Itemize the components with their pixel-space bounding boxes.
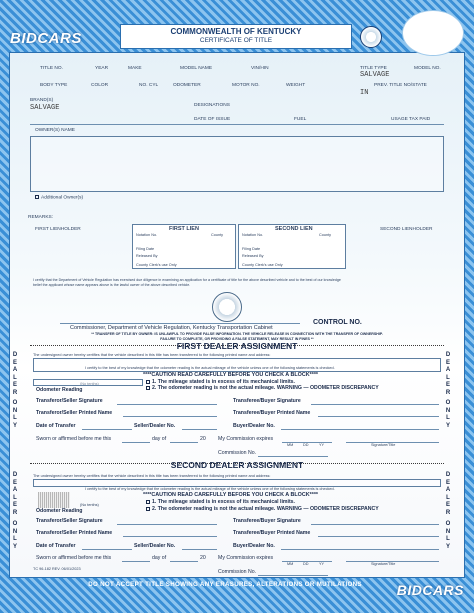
brand-logo-bottom: BIDCARS (396, 582, 464, 598)
first-buyer-signature-label: Transferee/Buyer Signature (233, 398, 301, 404)
first-no-tenths: (No tenths) (80, 382, 99, 386)
footer-warning: DO NOT ACCEPT TITLE SHOWING ANY ERASURES, ALTERATIONS OR MUTILATIONS (88, 581, 362, 588)
weight-label: WEIGHT (286, 83, 306, 88)
year-label: YEAR (95, 66, 109, 71)
first-commission-no-label: Commission No. (218, 450, 257, 456)
second-day-of-label: day of (152, 555, 167, 561)
first-seller-name-label: Transferor/Seller Printed Name (36, 410, 113, 416)
first-buyer-dealer-line[interactable] (281, 429, 439, 430)
second-filing-date-label: Filing Date (242, 247, 261, 251)
owners-name-box (30, 136, 444, 192)
first-option-1-checkbox[interactable] (146, 380, 150, 384)
no-cyl-label: NO. CYL (139, 83, 159, 88)
first-caution: ****CAUTION READ CAREFULLY BEFORE YOU CHECK A BLOCK**** (143, 372, 319, 378)
second-dd-label: DD (303, 562, 309, 566)
second-only-side-left: O N L Y (12, 521, 18, 550)
second-option-2-checkbox[interactable] (146, 507, 150, 511)
first-signature-title-label: Signature/Title (371, 443, 396, 447)
color-label: COLOR (91, 83, 109, 88)
second-buyer-dealer-line[interactable] (281, 549, 439, 550)
motor-no-label: MOTOR NO. (232, 83, 260, 88)
first-commission-no-line[interactable] (258, 456, 328, 457)
first-intro-text: The undersigned owner hereby certifies that the vehicle described in this title has been transferred to the following printed name and address: (33, 353, 271, 357)
second-buyer-address-box[interactable] (33, 479, 441, 487)
second-lien-box (238, 224, 346, 269)
model-no-label: MODEL NO. (414, 66, 441, 71)
second-seller-dealer-label: Seller/Dealer No. (134, 543, 176, 549)
first-seller-signature-line[interactable] (117, 404, 217, 405)
first-sworn-label: Sworn or affirmed before me this (36, 436, 112, 442)
department-seal-icon (212, 292, 242, 322)
first-date-transfer-label: Date of Transfer (36, 423, 76, 429)
second-buyer-name-label: Transferee/Buyer Printed Name (233, 530, 311, 536)
first-county-label: County (211, 233, 224, 237)
second-dealer-side-left: D E A L E R (12, 472, 18, 516)
date-of-issue-label: DATE OF ISSUE (194, 117, 231, 122)
first-option-1: 1. The mileage stated is in excess of its mechanical limits. (146, 379, 295, 385)
first-only-side-right: O N L Y (445, 400, 451, 429)
usage-tax-label: USAGE TAX PAID (391, 117, 431, 122)
first-buyer-dealer-label: Buyer/Dealer No. (233, 423, 275, 429)
second-buyer-signature-label: Transferee/Buyer Signature (233, 518, 301, 524)
remarks-label: REMARKS: (28, 215, 54, 220)
first-sworn-month-line[interactable] (170, 442, 198, 443)
second-dealer-side-right: D E A L E R (445, 472, 451, 516)
owners-name-label: OWNER(S) NAME (35, 128, 75, 133)
first-dealer-heading: FIRST DEALER ASSIGNMENT (176, 341, 298, 351)
first-dealer-side-right: D E A L E R (445, 352, 451, 396)
first-dealer-side-left: D E A L E R (12, 352, 18, 396)
second-option-2: 2. The odometer reading is not the actual mileage. WARNING — ODOMETER DISCREPANCY (146, 506, 379, 512)
additional-owners-label: Additional Owner(s) (35, 195, 83, 200)
title-type-value: SALVAGE (360, 71, 390, 79)
first-day-of-label: day of (152, 436, 167, 442)
make-label: MAKE (128, 66, 142, 71)
commissioner-title: Commissioner, Department of Vehicle Regulation, Kentucky Transportation Cabinet (70, 325, 273, 331)
second-seller-signature-label: Transferor/Seller Signature (36, 518, 103, 524)
second-odometer-reading-label: Odometer Reading (36, 508, 83, 514)
second-county-label: County (319, 233, 332, 237)
first-lienholder-label: FIRST LIENHOLDER (35, 227, 81, 232)
first-notation-label: Notation No. (136, 233, 158, 237)
body-type-label: BODY TYPE (40, 83, 68, 88)
fuel-label: FUEL (294, 117, 307, 122)
second-yy-label: YY (319, 562, 325, 566)
second-commission-no-line[interactable] (258, 575, 328, 576)
first-buyer-signature-line[interactable] (311, 404, 439, 405)
second-buyer-name-line[interactable] (318, 536, 439, 537)
second-lien-title: SECOND LIEN (275, 226, 313, 232)
second-released-by-label: Released By (242, 254, 264, 258)
vin-label: VIN/HIN (251, 66, 269, 71)
second-option-1: 1. The mileage stated is in excess of its mechanical limits. (146, 499, 295, 505)
first-option-2-checkbox[interactable] (146, 386, 150, 390)
first-seller-signature-label: Transferor/Seller Signature (36, 398, 103, 404)
commissioner-signature-line (60, 323, 300, 324)
second-mm-label: MM (287, 562, 294, 566)
brands-label: BRAND(S) (30, 98, 54, 103)
second-seller-signature-line[interactable] (117, 524, 217, 525)
first-dd-label: DD (303, 443, 309, 447)
additional-owners-checkbox[interactable] (35, 195, 39, 199)
model-name-label: MODEL NAME (180, 66, 213, 71)
designations-label: DESIGNATIONS (194, 103, 230, 108)
second-clerk-label: County Clerk's use Only (242, 263, 283, 267)
divider-line (30, 124, 444, 125)
prev-title-label: PREV. TITLE NO/STATE (374, 83, 427, 88)
second-signature-title-label: Signature/Title (371, 562, 396, 566)
prev-title-value: IN (360, 89, 369, 97)
certification-text: I certify that the Department of Vehicle Regulation has exercised due diligence in examining an application for a certificate of title for the above described vehicle and to the best of our knowledge (33, 278, 341, 282)
watermark-oval (402, 10, 464, 56)
second-sworn-label: Sworn or affirmed before me this (36, 555, 112, 561)
first-mm-label: MM (287, 443, 294, 447)
first-odometer-reading-label: Odometer Reading (36, 387, 83, 393)
second-date-transfer-label: Date of Transfer (36, 543, 76, 549)
first-certify-text: I certify to the best of my knowledge that the odometer reading is the actual mileage of the vehicle unless one of the following statements is checked. (85, 366, 335, 370)
form-number: TC 96-182 REV. 06/01/2023 (33, 567, 81, 571)
second-seller-name-line[interactable] (123, 536, 217, 537)
second-commission-expires-label: My Commission expires (218, 555, 274, 561)
state-seal-icon (360, 26, 382, 48)
brands-value: SALVAGE (30, 104, 60, 112)
second-option-1-checkbox[interactable] (146, 500, 150, 504)
first-seller-dealer-label: Seller/Dealer No. (134, 423, 176, 429)
second-lienholder-label: SECOND LIENHOLDER (380, 227, 433, 232)
first-buyer-name-label: Transferee/Buyer Printed Name (233, 410, 311, 416)
second-year-prefix: 20 (200, 555, 206, 561)
odometer-label: ODOMETER (173, 83, 201, 88)
certification-text-2: belief the applicant whose name appears above is the lawful owner of the above described vehicle. (33, 283, 191, 287)
barcode-sticker (38, 492, 70, 508)
first-seller-name-line[interactable] (123, 416, 217, 417)
transfer-warning: ** TRANSFER OF TITLE BY OWNER: IS UNLAWFUL TO PROVIDE FALSE INFORMATION. THE VEHICLE RELEASE IN CONNECTION WITH THE TRANSFER OF OWNERSHIP. (91, 332, 383, 336)
control-no: CONTROL NO. (313, 319, 362, 326)
second-seller-dealer-line[interactable] (182, 549, 217, 550)
first-clerk-label: County Clerk's use Only (136, 263, 177, 267)
second-caution: ****CAUTION READ CAREFULLY BEFORE YOU CHECK A BLOCK**** (143, 492, 319, 498)
title-no-label: TITLE NO. (40, 66, 63, 71)
first-released-by-label: Released By (136, 254, 158, 258)
first-only-side-left: O N L Y (12, 400, 18, 429)
second-sworn-month-line[interactable] (170, 561, 198, 562)
second-commission-no-label: Commission No. (218, 569, 257, 575)
first-odometer-input[interactable] (33, 379, 143, 386)
first-buyer-name-line[interactable] (318, 416, 439, 417)
first-yy-label: YY (319, 443, 325, 447)
second-sworn-day-line[interactable] (122, 561, 150, 562)
first-year-prefix: 20 (200, 436, 206, 442)
second-buyer-signature-line[interactable] (311, 524, 439, 525)
first-option-2: 2. The odometer reading is not the actual mileage. WARNING — ODOMETER DISCREPANCY (146, 385, 379, 391)
first-sworn-day-line[interactable] (122, 442, 150, 443)
second-no-tenths: (No tenths) (80, 503, 99, 507)
brand-logo-top: BIDCARS (10, 30, 82, 47)
first-filing-date-label: Filing Date (136, 247, 155, 251)
first-seller-dealer-line[interactable] (182, 429, 217, 430)
second-buyer-dealer-label: Buyer/Dealer No. (233, 543, 275, 549)
second-date-transfer-line[interactable] (82, 549, 132, 550)
first-commission-expires-label: My Commission expires (218, 436, 274, 442)
first-date-transfer-line[interactable] (82, 429, 132, 430)
header-title-box (120, 24, 352, 49)
title-type-label: TITLE TYPE (360, 66, 387, 71)
first-lien-title: FIRST LIEN (169, 226, 199, 232)
second-only-side-right: O N L Y (445, 521, 451, 550)
second-certify-text: I certify to the best of my knowledge that the odometer reading is the actual mileage of the vehicle unless one of the following statements is checked. (85, 487, 335, 491)
first-lien-box (132, 224, 236, 269)
second-notation-label: Notation No. (242, 233, 264, 237)
header-title: COMMONWEALTH OF KENTUCKY (170, 27, 302, 36)
second-dealer-heading: SECOND DEALER ASSIGNMENT (170, 460, 304, 470)
second-seller-name-label: Transferor/Seller Printed Name (36, 530, 113, 536)
transfer-warning-2: FAILURE TO COMPLETE, OR PROVIDING A FALSE STATEMENT, MAY RESULT IN FINES ** (160, 337, 314, 341)
header-subtitle: CERTIFICATE OF TITLE (199, 37, 273, 44)
second-intro-text: The undersigned owner hereby certifies that the vehicle described in this title has been transferred to the following printed name and address: (33, 474, 271, 478)
